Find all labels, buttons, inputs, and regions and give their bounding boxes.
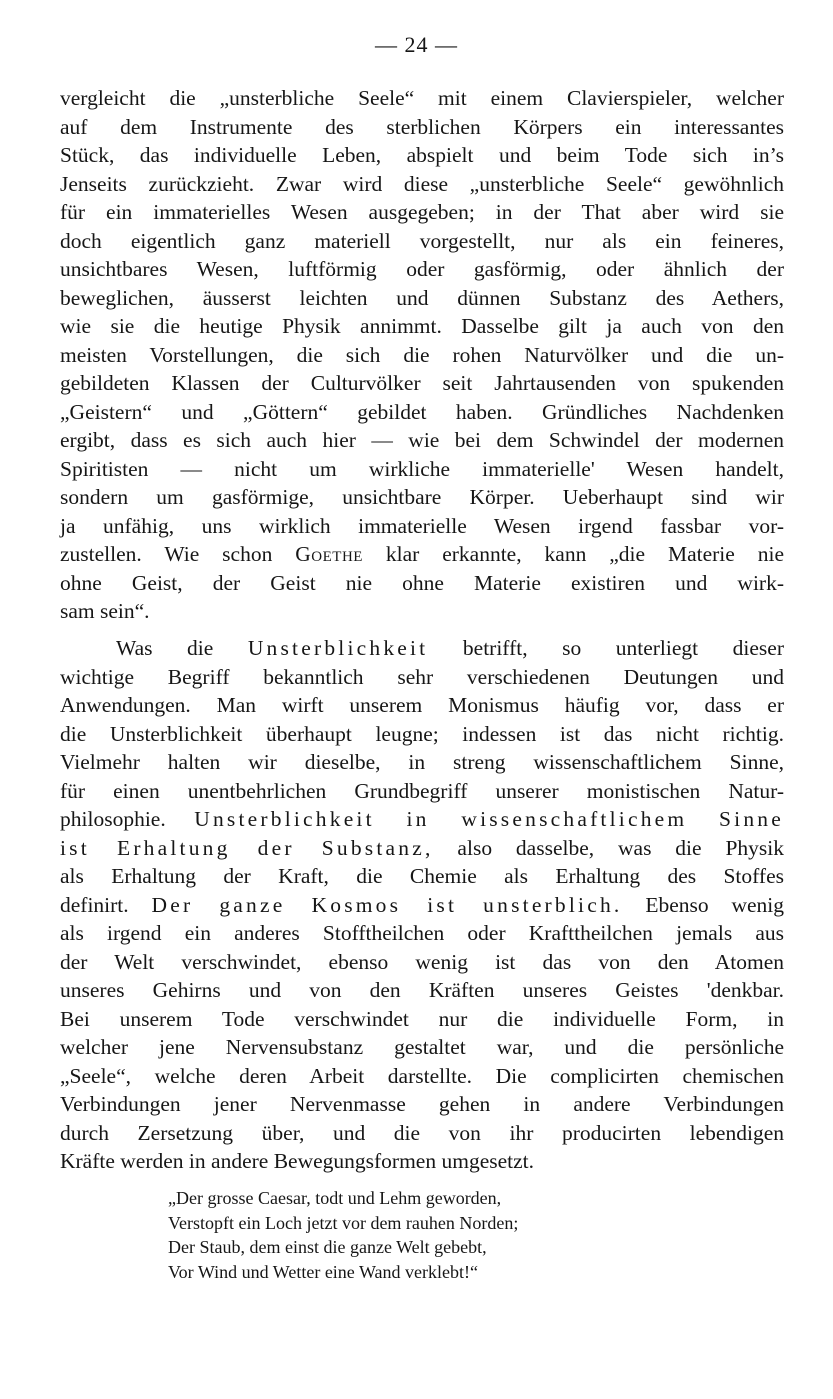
text-line: vergleicht die „unsterbliche Seele“ mit einem Clavierspieler, welcher	[60, 86, 784, 110]
poem-line: Der Staub, dem einst die ganze Welt gebebt,	[168, 1237, 487, 1257]
text-line: unseres Gehirns und von den Kräften unseres Geistes 'denkbar.	[60, 978, 784, 1002]
text-line: der Welt verschwindet, ebenso wenig ist das von den Atomen	[60, 949, 784, 974]
emphasis-text: Unsterblichkeit	[247, 636, 429, 660]
text-line	[60, 805, 784, 834]
text-run: betrifft, so unterliegt dieser	[428, 636, 784, 660]
text-line: doch eigentlich ganz materiell vorgestellt, nur als ein feineres,	[60, 228, 784, 253]
text-line: durch Zersetzung über, und die von ihr producirten lebendigen	[60, 1120, 784, 1145]
text-run: zustellen. Wie schon	[60, 542, 296, 566]
text-run: also dasselbe, was die Physik	[433, 835, 784, 860]
text-line: als Erhaltung der Kraft, die Chemie als Erhaltung des Stoffes	[60, 864, 784, 888]
text-line	[60, 540, 784, 569]
emphasis-text: Unsterblichkeit in wissenschaftlichem Sinne	[194, 807, 784, 831]
text-line: als irgend ein anderes Stofftheilchen oder Krafttheilchen jemals aus	[60, 921, 784, 945]
text-line: ergibt, dass es sich auch hier — wie bei dem Schwindel der modernen	[60, 428, 784, 452]
text-run: definirt.	[60, 892, 152, 917]
text-line: für einen unentbehrlichen Grundbegriff unserer monistischen Natur-	[60, 778, 784, 803]
text-line: Verbindungen jener Nervenmasse gehen in andere Verbindungen	[60, 1092, 784, 1116]
text-line	[60, 634, 784, 663]
text-line: „Geistern“ und „Göttern“ gebildet haben. Gründliches Nachdenken	[60, 399, 784, 424]
text-run: Ebenso wenig	[622, 892, 784, 917]
text-line: ja unfähig, uns wirklich immaterielle Wesen irgend fassbar vor-	[60, 513, 784, 538]
text-line: ohne Geist, der Geist nie ohne Materie existiren und wirk-	[60, 570, 784, 595]
text-run: philosophie.	[60, 807, 195, 831]
poem-line: Vor Wind und Wetter eine Wand verklebt!“	[168, 1261, 478, 1282]
emphasis-text: ist Erhaltung der Substanz,	[60, 835, 434, 860]
text-line	[60, 834, 784, 863]
text-line: Bei unserem Tode verschwindet nur die individuelle Form, in	[60, 1006, 784, 1031]
text-line	[60, 891, 784, 920]
text-line: welcher jene Nervensubstanz gestaltet war, und die persönliche	[60, 1035, 784, 1059]
text-line: Spiritisten — nicht um wirkliche immaterielle' Wesen handelt,	[60, 456, 784, 481]
text-line: beweglichen, äusserst leichten und dünnen Substanz des Aethers,	[60, 285, 784, 310]
text-line: Kräfte werden in andere Bewegungsformen umgesetzt.	[60, 1149, 535, 1173]
text-line: wichtige Begriff bekanntlich sehr verschiedenen Deutungen und	[60, 664, 784, 689]
text-line: gebildeten Klassen der Culturvölker seit Jahrtausenden von spukenden	[60, 371, 784, 395]
paragraph-1	[60, 84, 784, 626]
text-line: sondern um gasförmige, unsichtbare Körper. Ueberhaupt sind wir	[60, 485, 784, 509]
text-line: Jenseits zurückzieht. Zwar wird diese „unsterbliche Seele“ gewöhnlich	[60, 171, 784, 196]
page-number: — 24 —	[375, 32, 458, 57]
text-line: wie sie die heutige Physik annimmt. Dasselbe gilt ja auch von den	[60, 314, 784, 338]
emphasis-text: Der ganze Kosmos ist unsterblich.	[151, 892, 623, 917]
text-line: die Unsterblichkeit überhaupt leugne; indessen ist das nicht richtig.	[60, 721, 784, 746]
poem-line: „Der grosse Caesar, todt und Lehm geworden,	[168, 1188, 502, 1208]
text-line: unsichtbares Wesen, luftförmig oder gasförmig, oder ähnlich der	[60, 257, 784, 281]
author-name-goethe: Goethe	[295, 542, 363, 566]
text-run: klar erkannte, kann „die Materie nie	[362, 542, 784, 566]
text-line: „Seele“, welche deren Arbeit darstellte. Die complicirten chemischen	[60, 1063, 784, 1088]
poem-quotation	[168, 1186, 688, 1284]
text-line: meisten Vorstellungen, die sich die rohen Naturvölker und die un-	[60, 342, 784, 367]
text-line: Anwendungen. Man wirft unserem Monismus häufig vor, dass er	[60, 693, 784, 717]
text-line: Vielmehr halten wir dieselbe, in streng wissenschaftlichem Sinne,	[60, 750, 784, 774]
poem-line: Verstopft ein Loch jetzt vor dem rauhen Norden;	[168, 1212, 519, 1233]
text-run: Was die	[116, 636, 248, 660]
text-line: Stück, das individuelle Leben, abspielt und beim Tode sich in’s	[60, 143, 784, 167]
text-line: sam sein“.	[60, 599, 150, 623]
text-line: auf dem Instrumente des sterblichen Körpers ein interessantes	[60, 114, 784, 139]
text-line: für ein immaterielles Wesen ausgegeben; in der That aber wird sie	[60, 200, 784, 224]
paragraph-2	[60, 634, 784, 1176]
